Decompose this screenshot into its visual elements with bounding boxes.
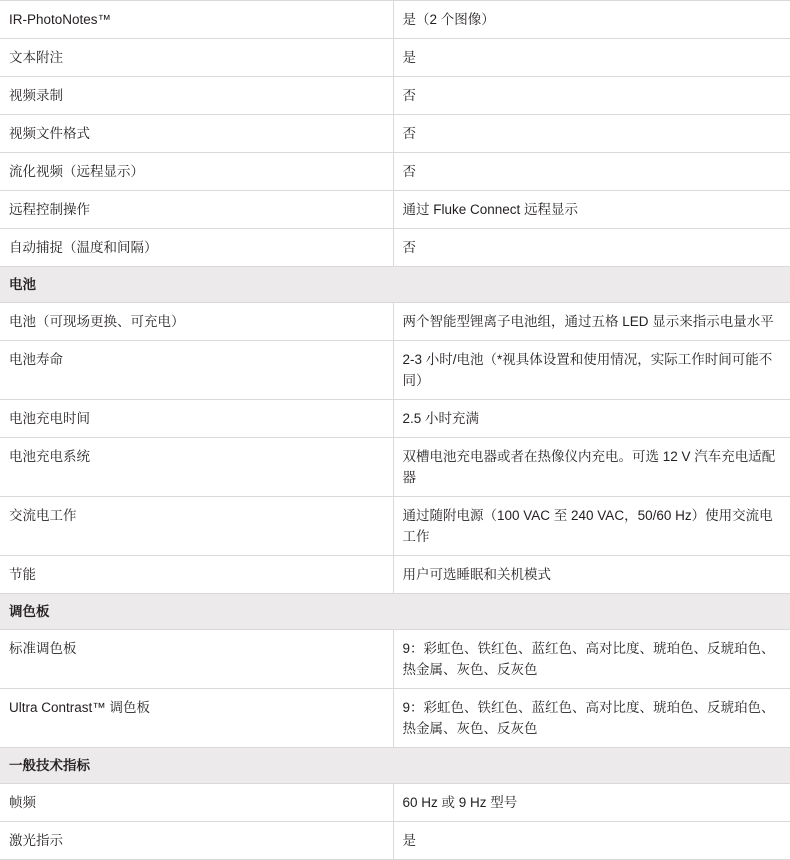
spec-label: 电池（可现场更换、可充电）	[0, 303, 393, 341]
spec-value: 两个智能型锂离子电池组，通过五格 LED 显示来指示电量水平	[393, 303, 790, 341]
spec-value: 2.5 小时充满	[393, 400, 790, 438]
table-row	[0, 341, 790, 400]
spec-label: 交流电工作	[0, 497, 393, 556]
table-row	[0, 400, 790, 438]
table-row	[0, 438, 790, 497]
table-row	[0, 784, 790, 822]
table-row	[0, 630, 790, 689]
spec-value: 9：彩虹色、铁红色、蓝红色、高对比度、琥珀色、反琥珀色、热金属、灰色、反灰色	[393, 689, 790, 748]
spec-value: 通过随附电源（100 VAC 至 240 VAC，50/60 Hz）使用交流电工作	[393, 497, 790, 556]
spec-value: 双槽电池充电器或者在热像仪内充电。可选 12 V 汽车充电适配器	[393, 438, 790, 497]
spec-label: IR-PhotoNotes™	[0, 1, 393, 39]
spec-label: 电池充电时间	[0, 400, 393, 438]
table-row	[0, 497, 790, 556]
spec-value: 60 Hz 或 9 Hz 型号	[393, 784, 790, 822]
specification-table-body	[0, 1, 790, 860]
table-row	[0, 229, 790, 267]
table-row	[0, 822, 790, 860]
spec-value: 9：彩虹色、铁红色、蓝红色、高对比度、琥珀色、反琥珀色、热金属、灰色、反灰色	[393, 630, 790, 689]
spec-value: 否	[393, 115, 790, 153]
spec-label: 自动捕捉（温度和间隔）	[0, 229, 393, 267]
spec-value: 通过 Fluke Connect 远程显示	[393, 191, 790, 229]
spec-value: 是（2 个图像）	[393, 1, 790, 39]
section-header-row	[0, 748, 790, 784]
table-row	[0, 153, 790, 191]
spec-label: 文本附注	[0, 39, 393, 77]
spec-value: 否	[393, 229, 790, 267]
spec-value: 用户可选睡眠和关机模式	[393, 556, 790, 594]
spec-label: 视频录制	[0, 77, 393, 115]
spec-value: 是	[393, 822, 790, 860]
table-row	[0, 77, 790, 115]
spec-value: 2-3 小时/电池（*视具体设置和使用情况，实际工作时间可能不同）	[393, 341, 790, 400]
section-title: 电池	[0, 267, 790, 303]
spec-label: 视频文件格式	[0, 115, 393, 153]
table-row	[0, 115, 790, 153]
section-header-row	[0, 267, 790, 303]
section-header-row	[0, 594, 790, 630]
spec-label: 帧频	[0, 784, 393, 822]
table-row	[0, 689, 790, 748]
spec-label: Ultra Contrast™ 调色板	[0, 689, 393, 748]
spec-label: 节能	[0, 556, 393, 594]
spec-label: 电池寿命	[0, 341, 393, 400]
spec-label: 电池充电系统	[0, 438, 393, 497]
table-row	[0, 39, 790, 77]
table-row	[0, 1, 790, 39]
spec-label: 流化视频（远程显示）	[0, 153, 393, 191]
spec-label: 激光指示	[0, 822, 393, 860]
table-row	[0, 191, 790, 229]
section-title: 调色板	[0, 594, 790, 630]
section-title: 一般技术指标	[0, 748, 790, 784]
spec-value: 否	[393, 153, 790, 191]
spec-label: 远程控制操作	[0, 191, 393, 229]
spec-value: 是	[393, 39, 790, 77]
table-row	[0, 556, 790, 594]
spec-value: 否	[393, 77, 790, 115]
table-row	[0, 303, 790, 341]
spec-label: 标准调色板	[0, 630, 393, 689]
